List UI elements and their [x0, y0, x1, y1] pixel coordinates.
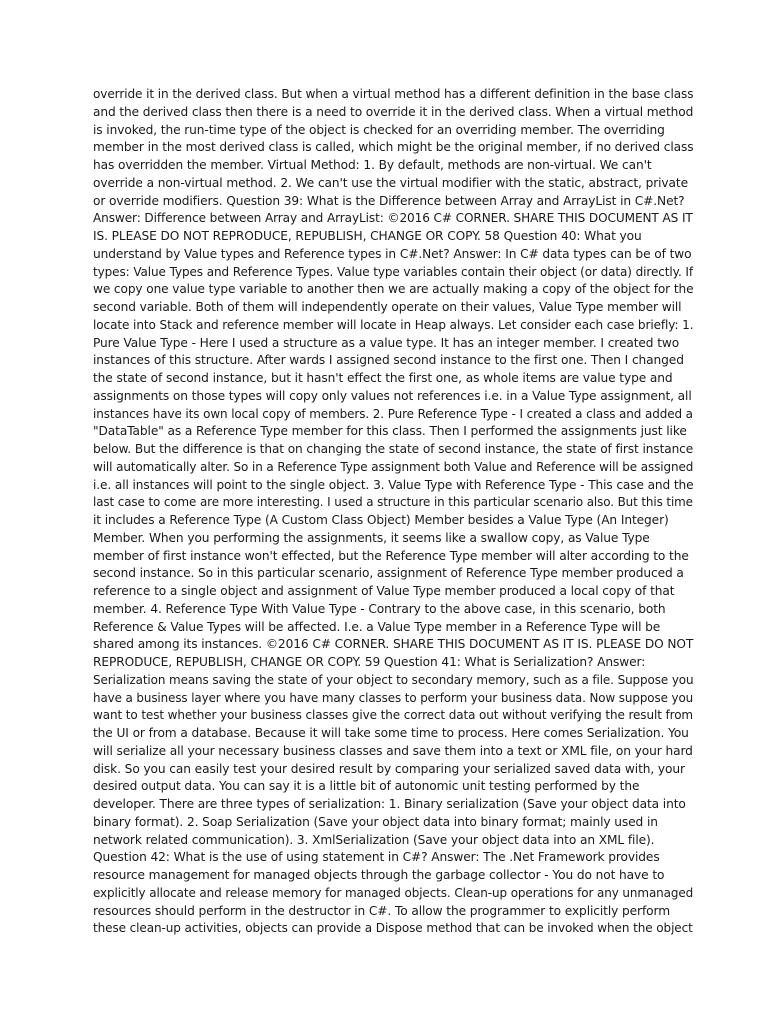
- body-text: [93, 86, 693, 938]
- text-line: and the derived class then there is a need to override it in the derived class. When a virtual method: [93, 104, 694, 119]
- text-line: shared among its instances. ©2016 C# CORNER. SHARE THIS DOCUMENT AS IT IS. PLEASE DO NOT: [93, 637, 694, 652]
- text-line: Reference & Value Types will be affected. I.e. a Value Type member in a Reference Type will be: [93, 619, 661, 634]
- text-line: it includes a Reference Type (A Custom Class Object) Member besides a Value Type (An Integer): [93, 513, 669, 527]
- text-line: is invoked, the run-time type of the object is checked for an overriding member. The overriding: [93, 122, 665, 137]
- text-line: developer. There are three types of serialization: 1. Binary serialization (Save your object data into: [93, 797, 686, 811]
- text-line: has overridden the member. Virtual Method: 1. By default, methods are non-virtual. We can't: [93, 158, 652, 172]
- text-line: Pure Value Type - Here I used a structure as a value type. It has an integer member. I created two: [93, 335, 680, 350]
- text-line: assignments on those types will copy only values not references i.e. in a Value Type assignment, all: [93, 388, 692, 403]
- text-line: IS. PLEASE DO NOT REPRODUCE, REPUBLISH, CHANGE OR COPY. 58 Question 40: What you: [93, 229, 642, 243]
- text-line: resources should perform in the destructor in C#. To allow the programmer to explicitly perform: [93, 903, 670, 918]
- text-line: member of first instance won't effected, but the Reference Type member will alter according to the: [93, 548, 689, 563]
- text-line: "DataTable" as a Reference Type member for this class. Then I performed the assignments just like: [93, 424, 687, 439]
- text-line: override it in the derived class. But when a virtual method has a different definition in the base class: [93, 87, 694, 101]
- text-line: explicitly allocate and release memory for managed objects. Clean-up operations for any unmanaged: [93, 885, 694, 900]
- text-line: binary format). 2. Soap Serialization (Save your object data into binary format; mainly used in: [93, 814, 658, 829]
- text-line: Answer: Difference between Array and ArrayList: ©2016 C# CORNER. SHARE THIS DOCUMENT AS IT: [93, 211, 693, 226]
- text-line: these clean-up activities, objects can provide a Dispose method that can be invoked when the object: [93, 921, 693, 936]
- text-line: will serialize all your necessary business classes and save them into a text or XML file, on your hard: [93, 743, 693, 758]
- text-line: the state of second instance, but it hasn't effect the first one, as whole items are value type and: [93, 371, 673, 385]
- text-line: member. 4. Reference Type With Value Type - Contrary to the above case, in this scenario, both: [93, 601, 666, 616]
- text-line: or override modifiers. Question 39: What is the Difference between Array and ArrayList in C#.Net?: [93, 193, 685, 208]
- text-line: second variable. Both of them will independently operate on their values, Value Type member will: [93, 300, 682, 314]
- text-line: Question 42: What is the use of using statement in C#? Answer: The .Net Framework provides: [93, 850, 660, 865]
- text-line: instances have its own local copy of members. 2. Pure Reference Type - I created a class and added a: [93, 406, 693, 421]
- text-line: types: Value Types and Reference Types. Value type variables contain their object (or data) directly. If: [93, 264, 693, 279]
- text-line: below. But the difference is that on changing the state of second instance, the state of first instance: [93, 442, 694, 456]
- text-line: disk. So you can easily test your desired result by comparing your serialized saved data with, your: [93, 761, 685, 776]
- text-line: Serialization means saving the state of your object to secondary memory, such as a file. Suppose you: [93, 672, 694, 687]
- text-line: override a non-virtual method. 2. We can't use the virtual modifier with the static, abstract, private: [93, 175, 688, 190]
- text-line: last case to come are more interesting. I used a structure in this particular scenario also. But this time: [93, 495, 693, 510]
- text-line: have a business layer where you have many classes to perform your business data. Now suppose you: [93, 690, 694, 705]
- text-line: Member. When you performing the assignments, it seems like a swallow copy, as Value Type: [93, 530, 650, 545]
- text-line: desired output data. You can say it is a little bit of autonomic unit testing performed by the: [93, 779, 640, 794]
- text-line: member in the most derived class is called, which might be the original member, if no derived class: [93, 140, 694, 155]
- text-line: REPRODUCE, REPUBLISH, CHANGE OR COPY. 59 Question 41: What is Serialization? Answer:: [93, 655, 646, 669]
- text-line: locate into Stack and reference member will locate in Heap always. Let consider each case briefly: 1.: [93, 317, 694, 332]
- text-line: network related communication). 3. XmlSerialization (Save your object data into an XML file).: [93, 832, 655, 847]
- text-line: will automatically alter. So in a Reference Type assignment both Value and Reference will be assigned: [93, 459, 694, 474]
- text-line: instances of this structure. After wards I assigned second instance to the first one. Then I changed: [93, 353, 684, 368]
- text-line: i.e. all instances will point to the single object. 3. Value Type with Reference Type - This case and the: [93, 477, 694, 492]
- text-line: we copy one value type variable to another then we are actually making a copy of the object for the: [93, 282, 694, 297]
- text-line: reference to a single object and assignment of Value Type member produced a local copy of that: [93, 584, 675, 598]
- text-line: second instance. So in this particular scenario, assignment of Reference Type member produced a: [93, 566, 684, 581]
- text-line: resource management for managed objects through the garbage collector - You do not have to: [93, 868, 665, 882]
- text-line: the UI or from a database. Because it will take some time to process. Here comes Serialization. You: [93, 726, 689, 740]
- text-line: want to test whether your business classes give the correct data out without verifying the result from: [93, 708, 694, 723]
- text-line: understand by Value types and Reference types in C#.Net? Answer: In C# data types can be of two: [93, 246, 692, 261]
